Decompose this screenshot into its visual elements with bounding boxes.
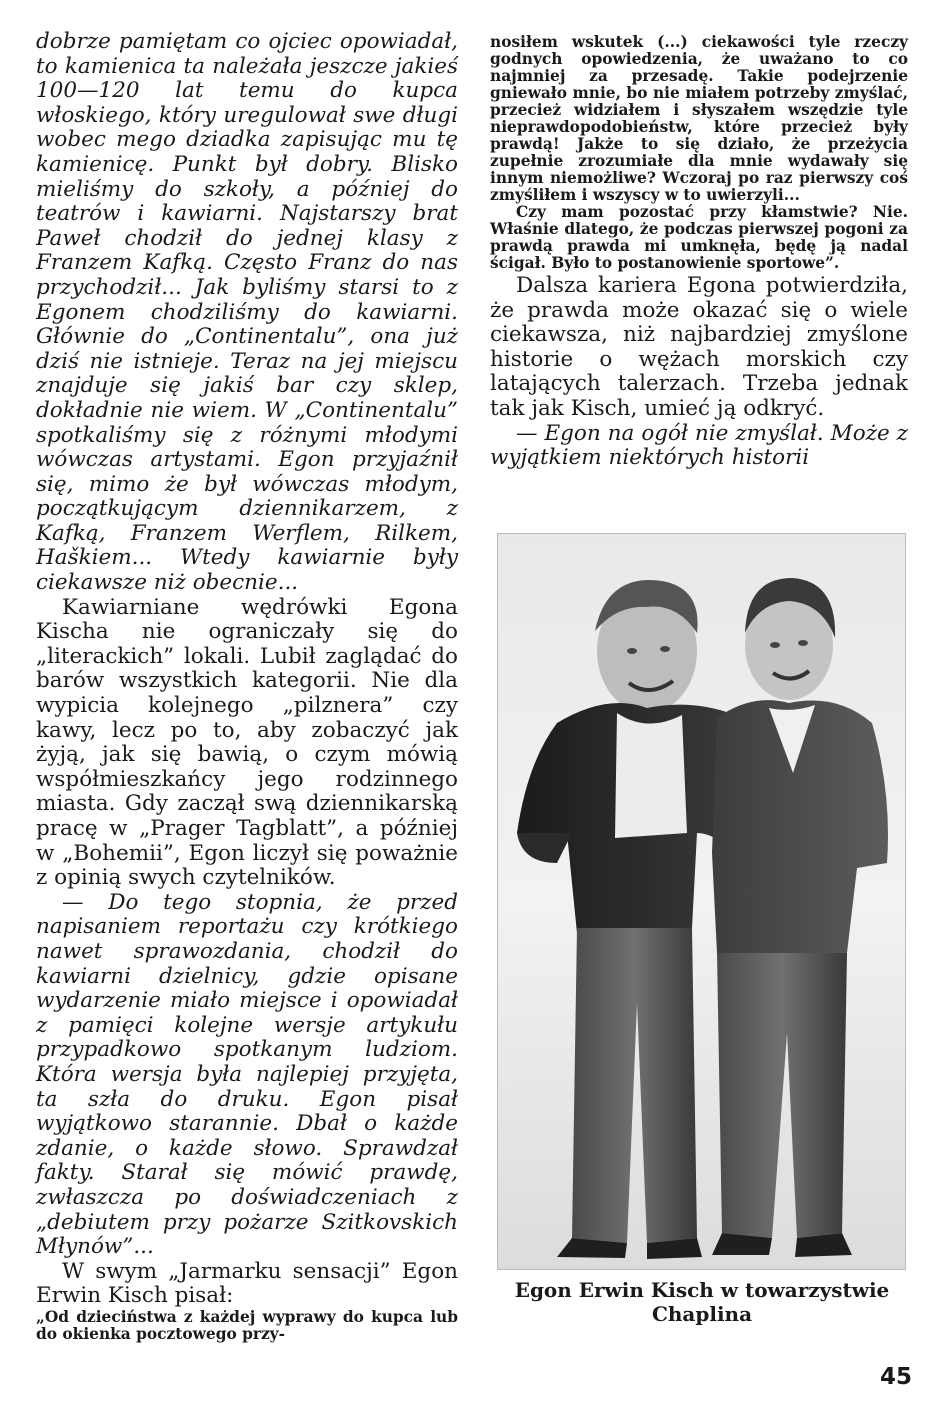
paragraph-recollection: dobrze pamiętam co ojciec opowiadał, to kamienica ta należała jeszcze jakieś 100—120 lat temu do kupca włoskiego, który uregulował swe długi wobec mego dziadka zapisując mu tę kamienicę. Punkt był dobry. Blisko mieliśmy do szkoły, a później do teatrów i kawiarni. Najstarszy brat Paweł chodził do jednej klasy z Franzem Kafką. Często Franz do nas przychodził... Jak byliśmy starsi to z Egonem chodziliśmy do kawiarni. Głównie do „Continentalu”, ona już dziś nie istnieje. Teraz na jej miejscu znajduje się jakiś bar czy sklep, dokładnie nie wiem. W „Continentalu” spotkaliśmy się z różnymi młodymi wówczas artystami. Egon przyjaźnił się, mimo że był wówczas młodym, początkującym dziennikarzem, z Kafką, Franzem Werflem, Rilkem, Haškiem... Wtedy kawiarnie były ciekawsze niż obecnie... [36, 29, 458, 596]
paragraph-cafe-wanderings: Kawiarniane wędrówki Egona Kischa nie ograniczały się do „literackich” lokali. Lubił zaglądać do barów wszystkich kategorii. Nie dla wypicia kolejnego „pilznera” czy kawy, lecz po to, aby zobaczyć jak żyją, jak się bawią, o czym mówią współmieszkańcy jego rodzinnego miasta. Gdy zaczął swą dziennikarską pracę w „Prager Tagblatt”, a później w „Bohemii”, Egon liczył się poważnie z opinią swych czytelników. [36, 594, 458, 891]
quote-start: „Od dzieciństwa z każdej wyprawy do kupca lub do okienka pocztowego przy- [36, 1307, 458, 1343]
quote-continued: nosiłem wskutek (...) ciekawości tyle rzeczy godnych opowiedzenia, że uważano to co najmniej za przesadę. Takie podejrzenie gniewało mnie, bo nie miałem potrzeby zmyślać, przecież widziałem i słyszałem wszędzie tyle nieprawdopodobieństw, które przecież były prawdą! Jakże to się działo, że przeżycia zupełnie zrozumiałe dla mnie wydawały się innym niemożliwe? Wczoraj po raz pierwszy coś zmyśliłem i wszyscy w to uwierzyli... [490, 33, 908, 204]
paragraph-career: Dalsza kariera Egona potwierdziła, że prawda może okazać się o wiele ciekawsza, niż najbardziej zmyślone historie o wężach morskich czy latających talerzach. Trzeba jednak tak jak Kisch, umieć ją odkryć. [490, 273, 908, 421]
photo-image [497, 533, 906, 1270]
paragraph-reportage-method: — Do tego stopnia, że przed napisaniem reportażu czy krótkiego nawet sprawozdania, chodził do kawiarni dzielnicy, gdzie opisane wydarzenie miało miejsce i opowiadał z pamięci kolejne wersje artykułu przypadkowo spotkanym ludziom. Która wersja była najlepiej przyjęta, ta szła do druku. Egon pisał wyjątkowo starannie. Dbał o każde zdanie, o każde słowo. Sprawdzał fakty. Starał się mówić prawdę, zwłaszcza po doświadczeniach z „debiutem przy pożarze Szitkovskich Młynów”... [36, 889, 458, 1260]
paragraph-fair-intro: W swym „Jarmarku sensacji” Egon Erwin Kisch pisał: [36, 1258, 458, 1309]
quote-conclusion: Czy mam pozostać przy kłamstwie? Nie. Właśnie dlatego, że podczas pierwszej pogoni za prawdą prawda mi umknęła, będę ją nadal ścigał. Było to postanowienie sportowe”. [490, 203, 908, 272]
paragraph-no-fabrication: — Egon na ogół nie zmyślał. Może z wyjątkiem niektórych historii [490, 420, 908, 471]
photo-kisch-chaplin [497, 533, 906, 1270]
left-column [36, 30, 458, 1343]
page-number: 45 [879, 1364, 912, 1390]
right-column [490, 34, 908, 471]
photo-caption: Egon Erwin Kisch w towarzystwie Chaplina [514, 1278, 890, 1326]
